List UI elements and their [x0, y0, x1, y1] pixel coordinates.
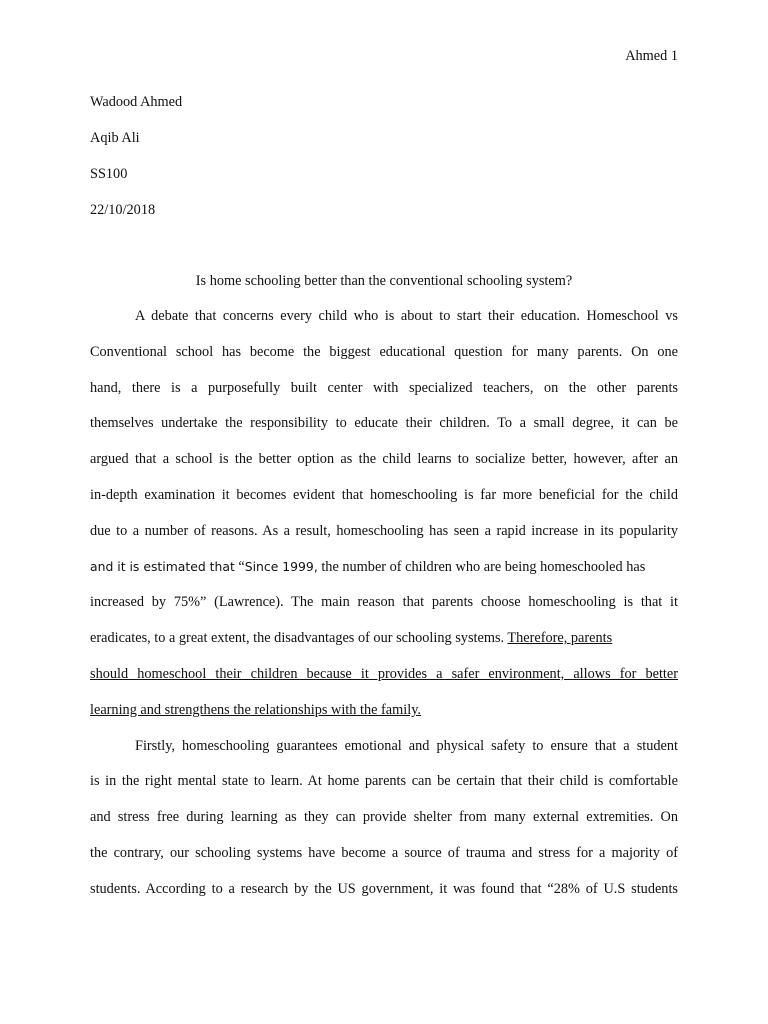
pasted-text: and it is estimated that — [90, 558, 235, 574]
essay-body — [90, 306, 678, 915]
text-line: in-depth examination it becomes evident that homeschooling is far more beneficial for the child — [90, 486, 678, 503]
text-run: the number of children who are being homeschooled has — [317, 558, 646, 575]
thesis-statement: should homeschool their children because it provides a safer environment, allows for better — [90, 665, 678, 682]
text-line: Firstly, homeschooling guarantees emotional and physical safety to ensure that a student — [135, 737, 678, 754]
text-line: due to a number of reasons. As a result, homeschooling has seen a rapid increase in its popularity — [90, 522, 678, 539]
text-line: students. According to a research by the US government, it was found that “28% of U.S students — [90, 880, 678, 897]
text-line — [90, 628, 678, 664]
quote-mark: “ — [234, 558, 245, 575]
text-line — [90, 700, 678, 736]
thesis-statement: Therefore, parents — [507, 630, 613, 647]
text-line: themselves undertake the responsibility to educate their children. To a small degree, it can be — [90, 415, 678, 432]
essay-title: Is home schooling better than the conventional schooling system? — [195, 273, 573, 289]
text-run: eradicates, to a great extent, the disadvantages of our schooling systems. — [90, 630, 508, 647]
pasted-text: Since 1999, — [244, 558, 318, 574]
text-line: hand, there is a purposefully built center with specialized teachers, on the other parents — [90, 379, 678, 396]
text-line: A debate that concerns every child who is about to start their education. Homeschool vs — [135, 308, 678, 324]
author-name: Wadood Ahmed — [90, 94, 183, 110]
text-line: Conventional school has become the biggest educational question for many parents. On one — [90, 343, 678, 360]
text-line: the contrary, our schooling systems have become a source of trauma and stress for a majority of — [90, 844, 678, 861]
course-code: SS100 — [90, 166, 128, 182]
instructor-name: Aqib Ali — [90, 130, 140, 146]
date: 22/10/2018 — [90, 202, 156, 218]
text-line: argued that a school is the better option as the child learns to socialize better, however, after an — [90, 451, 678, 468]
text-line: increased by 75%” (Lawrence). The main reason that parents choose homeschooling is that it — [90, 594, 678, 611]
header-block — [90, 92, 182, 236]
thesis-statement: learning and strengthens the relationships with the family. — [90, 701, 421, 718]
running-head: Ahmed 1 — [625, 48, 678, 64]
text-line: is in the right mental state to learn. At home parents can be certain that their child is comfortable — [90, 773, 678, 790]
text-line: and stress free during learning as they can provide shelter from many external extremities. On — [90, 809, 678, 826]
text-line — [90, 557, 678, 593]
